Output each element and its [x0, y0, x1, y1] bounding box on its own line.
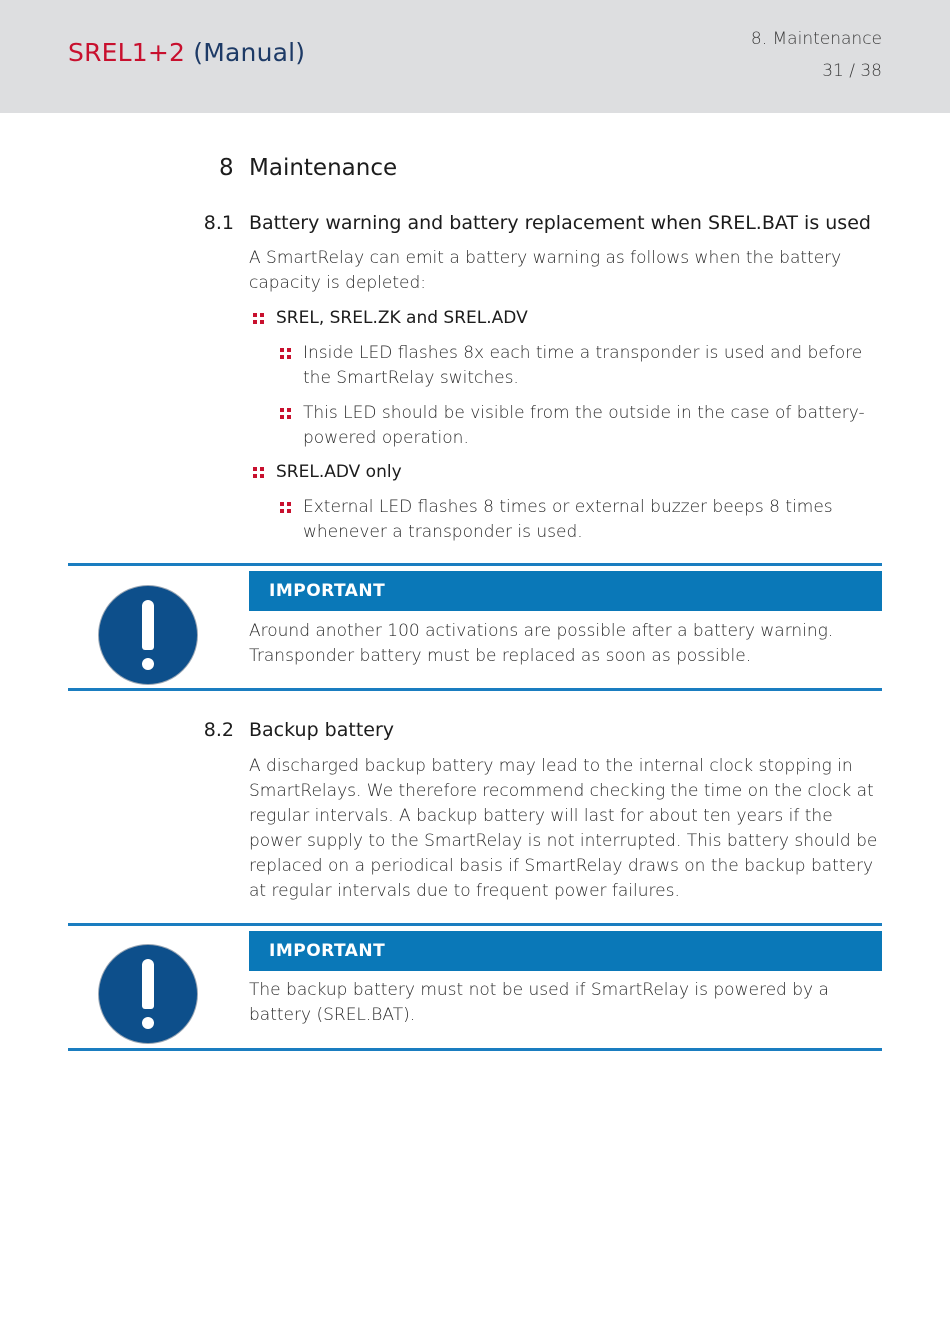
exclamation-circle-icon [99, 586, 197, 684]
brand-doc-type: (Manual) [193, 38, 306, 67]
notice-bottom-rule [68, 1048, 882, 1051]
bullet-icon [253, 313, 264, 324]
list-item-text: External LED flashes 8 times or external buzzer beeps 8 times whenever a transponder is used. [303, 497, 833, 542]
bullet-icon [280, 348, 291, 359]
section-1-number: 8.1 [203, 212, 234, 234]
notice-top-rule [68, 923, 882, 926]
notice-heading-bar [249, 931, 882, 971]
notice-bottom-rule [68, 688, 882, 691]
list-item [276, 460, 876, 485]
header-page-number: 31 / 38 [822, 61, 882, 81]
header-section-name: 8. Maintenance [750, 29, 882, 49]
list-item-text: This LED should be visible from the outside in the case of battery-powered operation. [303, 403, 865, 448]
notice-heading: IMPORTANT [269, 941, 386, 961]
chapter-number: 8 [219, 155, 234, 181]
document-title [68, 38, 305, 67]
notice-top-rule [68, 563, 882, 566]
notice-heading: IMPORTANT [269, 581, 386, 601]
section-1-title: Battery warning and battery replacement when SREL.BAT is used [249, 212, 871, 234]
brand-product-name: SREL1+2 [68, 38, 186, 67]
notice-text: The backup battery must not be used if SmartRelay is powered by a battery (SREL.BAT). [249, 980, 829, 1025]
bullet-icon [280, 502, 291, 513]
list-item-label: SREL.ADV only [276, 462, 402, 482]
bullet-icon [280, 408, 291, 419]
list-item [276, 306, 876, 331]
section-1-intro: A SmartRelay can emit a battery warning as follows when the battery capacity is depleted: [249, 248, 842, 293]
notice-text: Around another 100 activations are possible after a battery warning. Transponder battery must be replaced as soon as possible. [249, 621, 834, 666]
list-item [303, 341, 873, 391]
exclamation-circle-icon [99, 945, 197, 1043]
bullet-icon [253, 467, 264, 478]
list-item-text: Inside LED flashes 8x each time a transponder is used and before the SmartRelay switches. [303, 343, 863, 388]
list-item [303, 495, 873, 545]
list-item-label: SREL, SREL.ZK and SREL.ADV [276, 308, 528, 328]
page-header [0, 0, 950, 113]
section-2-title: Backup battery [249, 719, 395, 741]
section-2-number: 8.2 [203, 719, 234, 741]
chapter-title: Maintenance [249, 155, 398, 181]
section-2-body: A discharged backup battery may lead to the internal clock stopping in SmartRelays. We therefore recommend checking the time on the clock at regular intervals. A backup battery will last for about ten years if the power supply to the SmartRelay is not interrupted. This battery should be replaced on a periodical basis if SmartRelay draws on the backup battery at regular intervals due to frequent power failures. [249, 756, 878, 901]
notice-heading-bar [249, 571, 882, 611]
list-item [303, 401, 873, 451]
